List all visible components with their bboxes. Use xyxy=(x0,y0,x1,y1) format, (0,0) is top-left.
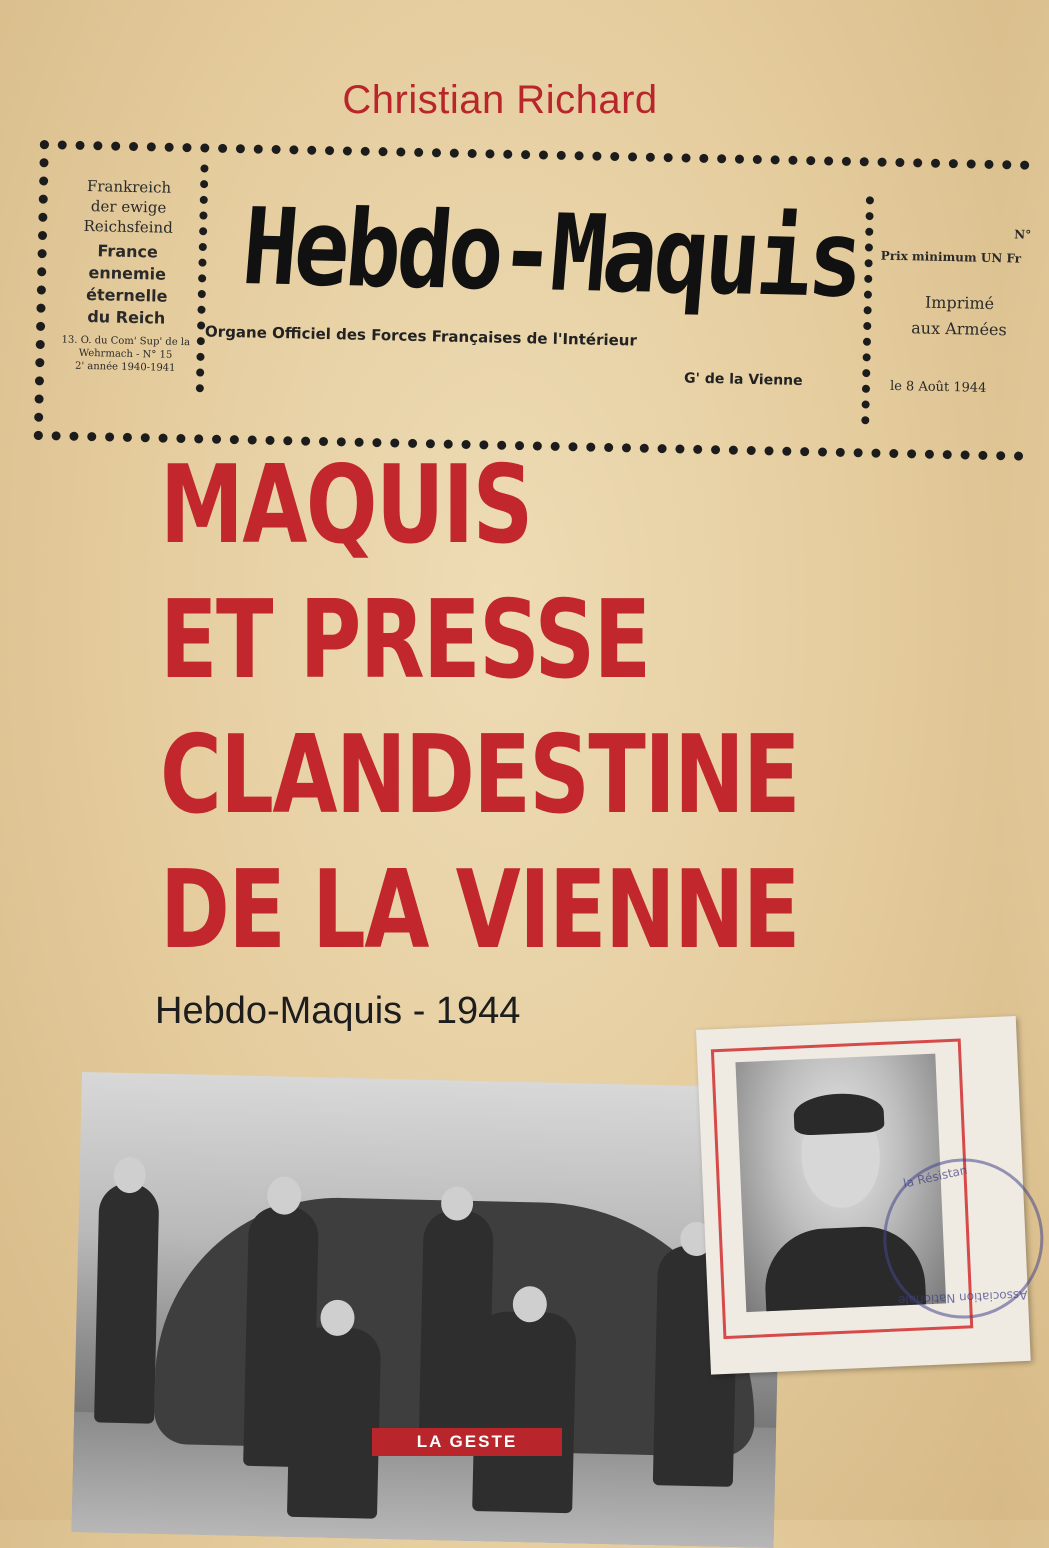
masthead-right-box xyxy=(861,196,1046,428)
french-line-1: France xyxy=(97,241,159,262)
german-line-1: Frankreich xyxy=(86,176,172,197)
french-line-4: du Reich xyxy=(87,307,166,328)
masthead-title: Hebdo-Maquis xyxy=(238,185,865,322)
french-line-2: ennemie xyxy=(88,263,167,284)
small-line-1: 13. O. du Com' Sup' de la xyxy=(61,334,191,349)
portrait-hair xyxy=(793,1092,885,1136)
masthead-left-box xyxy=(54,161,209,392)
issue-number-label: N° xyxy=(1014,227,1032,242)
photo-person xyxy=(472,1311,577,1513)
german-line-2: der ewige xyxy=(90,197,167,217)
newspaper-masthead xyxy=(34,140,1030,461)
photo-person xyxy=(287,1327,381,1519)
photo-person xyxy=(94,1182,159,1423)
author-name: Christian Richard xyxy=(342,78,658,122)
stamp-text-bottom: Association Nationale xyxy=(897,1287,1028,1308)
price-label: Prix minimum UN Fr xyxy=(880,248,1022,266)
title-line-4: DE LA VIENNE xyxy=(160,848,799,973)
printed-label xyxy=(911,289,1008,343)
id-card-photo xyxy=(696,1016,1031,1375)
small-line-2: Wehrmach - N° 15 xyxy=(78,347,173,361)
masthead-organe: Organe Officiel des Forces Françaises de l'Intérieur xyxy=(204,322,638,350)
title-line-3: CLANDESTINE xyxy=(160,713,800,838)
german-line-3: Reichsfeind xyxy=(83,216,173,237)
french-line-3: éternelle xyxy=(85,285,168,306)
publisher-label: LA GESTE xyxy=(372,1428,562,1456)
book-title xyxy=(160,438,979,978)
small-line-3: 2' année 1940-1941 xyxy=(74,360,176,374)
book-subtitle: Hebdo-Maquis - 1944 xyxy=(155,990,521,1032)
maquis-group-photo xyxy=(72,1072,784,1548)
printed-line-1: Imprimé xyxy=(924,292,995,314)
printed-line-2: aux Armées xyxy=(911,318,1007,340)
title-line-2: ET PRESSE xyxy=(160,578,650,703)
stamp-text-top: la Résistan xyxy=(901,1162,969,1191)
masthead-date: le 8 Août 1944 xyxy=(889,378,987,396)
title-line-1: MAQUIS xyxy=(160,443,532,568)
masthead-groupe: G' de la Vienne xyxy=(683,370,803,390)
